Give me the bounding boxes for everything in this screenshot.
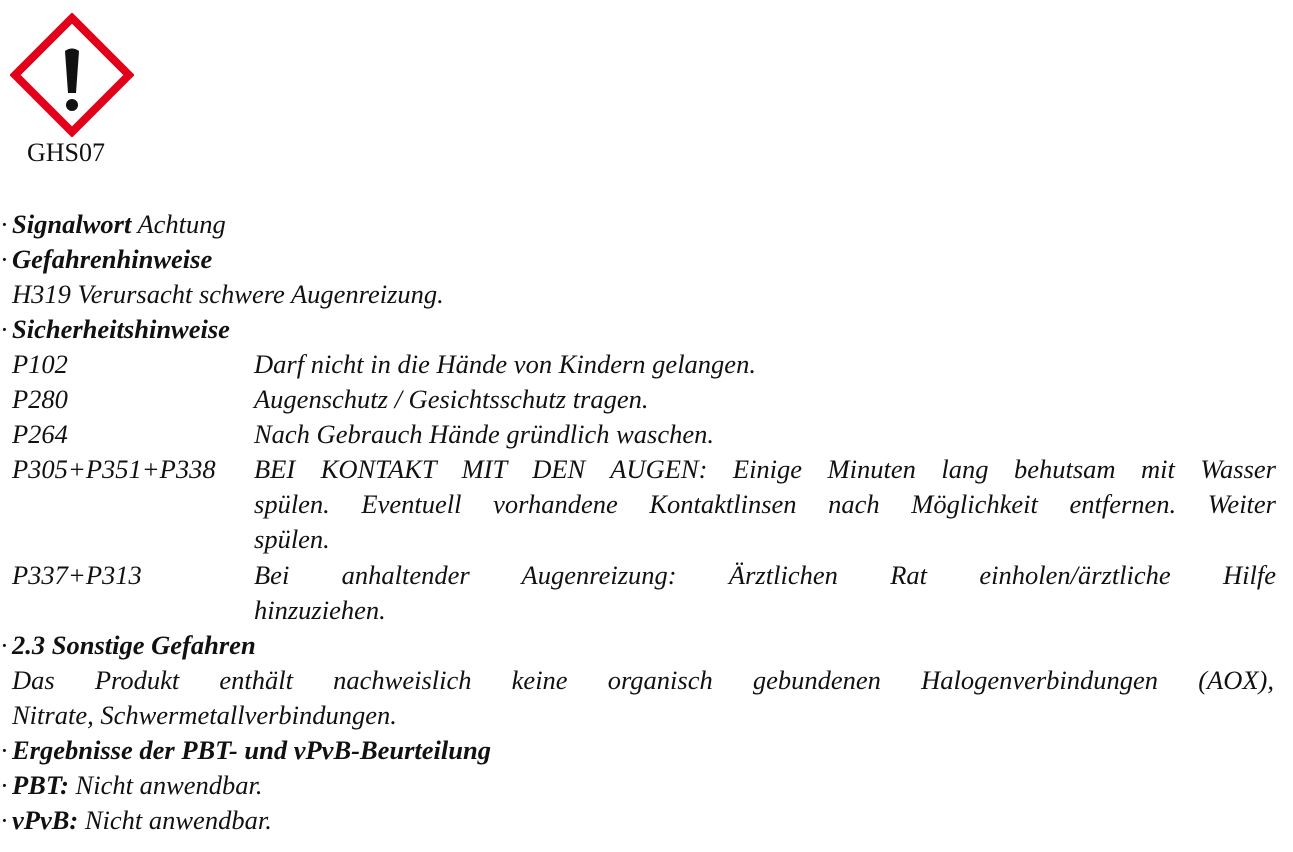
- bullet: ·: [0, 630, 9, 660]
- other-hazards-text: Das Produkt enthält nachweislich keine organisch gebundenen Halogenverbindungen (AOX),: [12, 665, 1274, 695]
- pbt-label: PBT:: [12, 770, 69, 800]
- signal-word-value: Achtung: [137, 209, 226, 239]
- bullet: ·: [0, 209, 9, 239]
- pictogram-label: GHS07: [27, 138, 106, 167]
- precaution-code: P102: [12, 349, 68, 379]
- other-hazards-text: Nitrate, Schwermetallverbindungen.: [12, 700, 397, 730]
- bullet: ·: [0, 314, 9, 344]
- bullet: ·: [0, 770, 9, 800]
- precaution-text: Darf nicht in die Hände von Kindern gelangen.: [254, 349, 756, 379]
- pbt-value: Nicht anwendbar.: [75, 770, 263, 800]
- bullet: ·: [0, 805, 9, 835]
- precaution-text: BEI KONTAKT MIT DEN AUGEN: Einige Minuten lang behutsam mit Wasser: [254, 454, 1276, 484]
- precaution-text: spülen. Eventuell vorhandene Kontaktlinsen nach Möglichkeit entfernen. Weiter: [254, 489, 1276, 519]
- precaution-code: P280: [12, 384, 68, 414]
- precaution-code: P337+P313: [12, 560, 142, 590]
- bullet: ·: [0, 735, 9, 765]
- precaution-text: Nach Gebrauch Hände gründlich waschen.: [254, 419, 714, 449]
- pbt-heading: Ergebnisse der PBT- und vPvB-Beurteilung: [12, 735, 492, 765]
- precaution-text: hinzuziehen.: [254, 595, 386, 625]
- vpvb-value: Nicht anwendbar.: [84, 805, 272, 835]
- precaution-code: P305+P351+P338: [12, 454, 216, 484]
- signal-word-label: Signalwort: [12, 209, 132, 239]
- vpvb-label: vPvB:: [12, 805, 79, 835]
- bullet: ·: [0, 244, 9, 274]
- hazard-heading: Gefahrenhinweise: [12, 244, 213, 274]
- precaution-text: spülen.: [254, 524, 330, 554]
- precaution-code: P264: [12, 419, 68, 449]
- h319-text: H319 Verursacht schwere Augenreizung.: [12, 279, 444, 309]
- precaution-text: Bei anhaltender Augenreizung: Ärztlichen Rat einholen/ärztliche Hilfe: [254, 560, 1276, 590]
- other-hazards-heading: 2.3 Sonstige Gefahren: [12, 630, 256, 660]
- exclamation-mark-icon: [10, 13, 134, 137]
- precaution-heading: Sicherheitshinweise: [12, 314, 230, 344]
- precaution-text: Augenschutz / Gesichtsschutz tragen.: [254, 384, 649, 414]
- ghs07-pictogram: [10, 13, 134, 137]
